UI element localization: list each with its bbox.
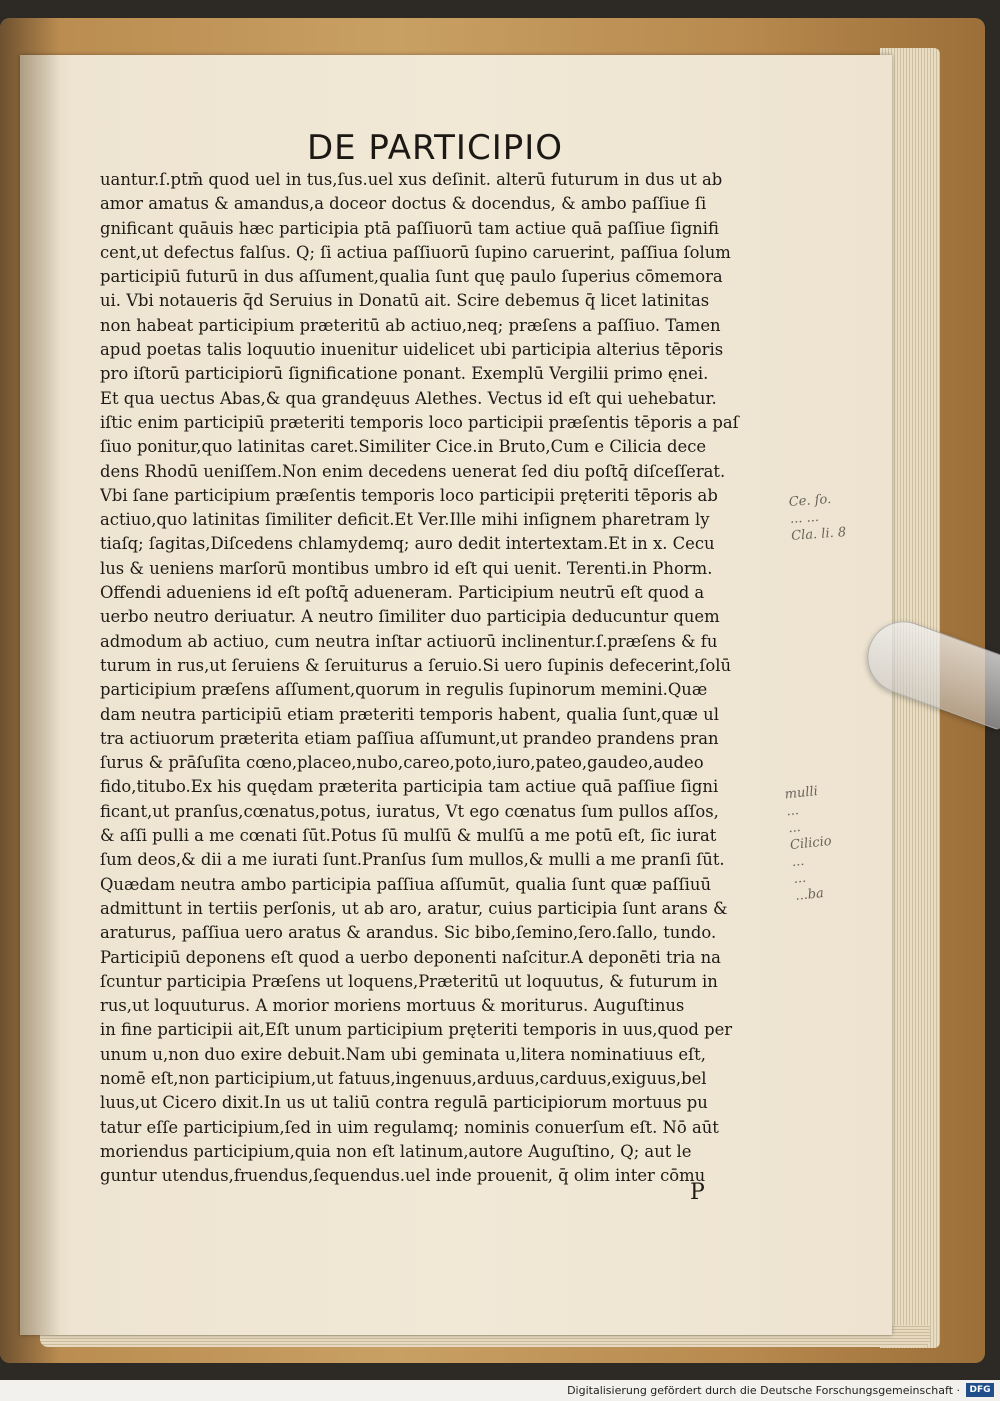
margin-note-line: ... xyxy=(787,820,802,837)
text-line: non habeat participium præteritū ab actiuo,neq; præſens a paſſiuo. Tamen xyxy=(100,315,721,335)
text-line: iſtic enim participiū præteriti temporis loco participii præſentis tēporis a paſ xyxy=(100,412,739,432)
text-line: cent,ut defectus falſus. Q; ſi actiua paſſiuorū ſupino caruerint, paſſiua ſolum xyxy=(100,242,731,262)
page-title-text: DE PARTICIPIO xyxy=(306,128,564,168)
margin-note-line: Cilicio xyxy=(789,833,833,854)
text-line: moriendus participium,quia non eſt latinum,autore Auguſtino, Q; aut le xyxy=(100,1141,692,1161)
body-text xyxy=(100,168,790,1188)
page-gutter-shadow xyxy=(20,55,60,1335)
text-line: Quædam neutra ambo participia paſſiua aſſumūt, qualia ſunt quæ paſſiuū xyxy=(100,874,712,894)
text-line: tiaſq; ſagitas,Diſcedens chlamydemq; auro dedit intertextam.Et in x. Cecu xyxy=(100,534,715,554)
text-line: luus,ut Cicero dixit.In us ut taliū contra regulā participiorum mortuus pu xyxy=(100,1093,708,1113)
text-line: admodum ab actiuo, cum neutra inſtar actiuorū inclinentur.ſ.præſens & fu xyxy=(100,631,718,651)
margin-note-line: Ce. ſo. xyxy=(788,492,832,510)
margin-note-line: ... xyxy=(791,853,806,871)
margin-note-line: Cla. li. 8 xyxy=(790,525,847,544)
text-line: uantur.ſ.ptm̄ quod uel in tus,ſus.uel xus deſinit. alterū futurum in dus ut ab xyxy=(100,170,723,189)
text-line: ui. Vbi notaueris q̄d Seruius in Donatū ait. Scire debemus q̄ licet latinitas xyxy=(100,291,710,311)
text-line: nomē eſt,non participium,ut fatuus,ingenuus,arduus,carduus,exiguus,bel xyxy=(100,1068,707,1088)
text-line: admittunt in tertiis perſonis, ut ab aro, aratur, cuius participia ſunt arans & xyxy=(100,898,728,918)
text-line: uerbo neutro deriuatur. A neutro ſimiliter duo participia deducuntur quem xyxy=(100,607,720,627)
text-line: ſiuo ponitur,quo latinitas caret.Similiter Cice.in Bruto,Cum e Cilicia dece xyxy=(100,437,707,457)
footer-credit: Digitalisierung gefördert durch die Deutsche Forschungsgemeinschaft · xyxy=(567,1384,960,1397)
margin-note-line: mulli xyxy=(783,784,819,803)
text-line: guntur utendus,fruendus,ſequendus.uel inde prouenit, q̄ olim inter cōmu xyxy=(100,1166,706,1186)
margin-note-line: ... xyxy=(792,870,807,887)
text-line: tatur eſſe participium,ſed in uim regulamq; nominis conuerſum eſt. Nō aūt xyxy=(100,1117,719,1137)
text-line: tra actiuorum præterita etiam paſſiua aſſumunt,ut prandeo prandens pran xyxy=(100,728,719,748)
text-line: ſum deos,& dii a me iurati ſunt.Pranſus ſum mullos,& mulli a me pranſi ſūt. xyxy=(100,850,725,870)
margin-note-1 xyxy=(788,490,846,545)
text-line: rus,ut loquuturus. A morior moriens mortuus & moriturus. Auguſtinus xyxy=(100,996,685,1016)
page-title xyxy=(0,128,1000,168)
text-line: ſurus & prāſuſita cœno,placeo,nubo,careo,poto,iuro,pateo,gaudeo,audeo xyxy=(100,753,704,773)
text-line: Offendi adueniens id eſt poſtq̄ adueneram. Participium neutrū eſt quod a xyxy=(100,583,705,603)
text-line: apud poetas talis loquutio inuenitur uidelicet ubi participia alterius tēporis xyxy=(100,340,724,360)
text-line: participiū futurū in dus aſſument,qualia ſunt quę paulo ſuperius cōmemora xyxy=(100,267,723,287)
text-line: araturus, paſſiua uero aratus & arandus. Sic bibo,ſemino,ſero.ſallo, tundo. xyxy=(100,923,717,943)
margin-note-line: ... ... xyxy=(789,509,820,527)
footer-bar xyxy=(0,1380,1000,1401)
text-line: in fine participii ait,Eſt unum participium pręteriti temporis in uus,quod per xyxy=(100,1020,733,1040)
text-line: turum in rus,ut ſeruiens & ſeruiturus a ſeruio.Si uero ſupinis defecerint,ſolū xyxy=(100,655,732,675)
text-line: lus & ueniens marſorū montibus umbro id eſt qui uenit. Terenti.in Phorm. xyxy=(100,558,713,578)
text-line: unum u,non duo exire debuit.Nam ubi geminata u,litera nominatiuus eſt, xyxy=(100,1044,706,1064)
text-line: fido,titubo.Ex his quędam præterita participia tam actiue quā paſſiue ſigni xyxy=(100,777,719,797)
text-line: pro iſtorū participiorū ſignificatione ponant. Exemplū Vergilii primo ęnei. xyxy=(100,364,709,384)
text-line: Et qua uectus Abas,& qua grandęuus Alethes. Vectus id eſt qui uehebatur. xyxy=(100,388,717,408)
text-line: amor amatus & amandus,a doceor doctus & docendus, & ambo paſſiue ſi xyxy=(100,194,707,214)
text-line: gnificant quāuis hæc participia ptā paſſiuorū tam actiue quā paſſiue ſignifi xyxy=(100,218,719,238)
dfg-logo-icon[interactable]: DFG xyxy=(966,1383,994,1397)
signature-mark: P xyxy=(690,1180,705,1205)
text-line: ſcuntur participia Præſens ut loquens,Præteritū ut loquutus, & futurum in xyxy=(100,971,718,991)
text-line: Participiū deponens eſt quod a uerbo deponenti naſcitur.A deponēti tria na xyxy=(100,947,721,967)
text-line: Vbi ſane participium præſentis temporis loco participii pręteriti tēporis ab xyxy=(100,485,718,505)
text-line: participium præſens aſſument,quorum in regulis ſupinorum memini.Quæ xyxy=(100,680,708,700)
margin-note-line: ...ba xyxy=(794,885,825,904)
text-line: dam neutra participiū etiam præteriti temporis habent, qualia ſunt,quæ ul xyxy=(100,704,719,724)
text-line: actiuo,quo latinitas ſimiliter deficit.Et Ver.Ille mihi inſignem pharetram ly xyxy=(100,510,710,530)
margin-note-line: ... xyxy=(785,803,800,820)
text-line: ficant,ut pranſus,cœnatus,potus, iuratus, Vt ego cœnatus ſum pullos aſſos, xyxy=(100,801,719,821)
text-line: dens Rhodū ueniſſem.Non enim decedens uenerat ſed diu poſtq̄ diſceſſerat. xyxy=(100,461,726,481)
text-line: & aſſi pulli a me cœnati ſūt.Potus ſū mulſū & mulſū a me potū eſt, ſic iurat xyxy=(100,826,717,846)
